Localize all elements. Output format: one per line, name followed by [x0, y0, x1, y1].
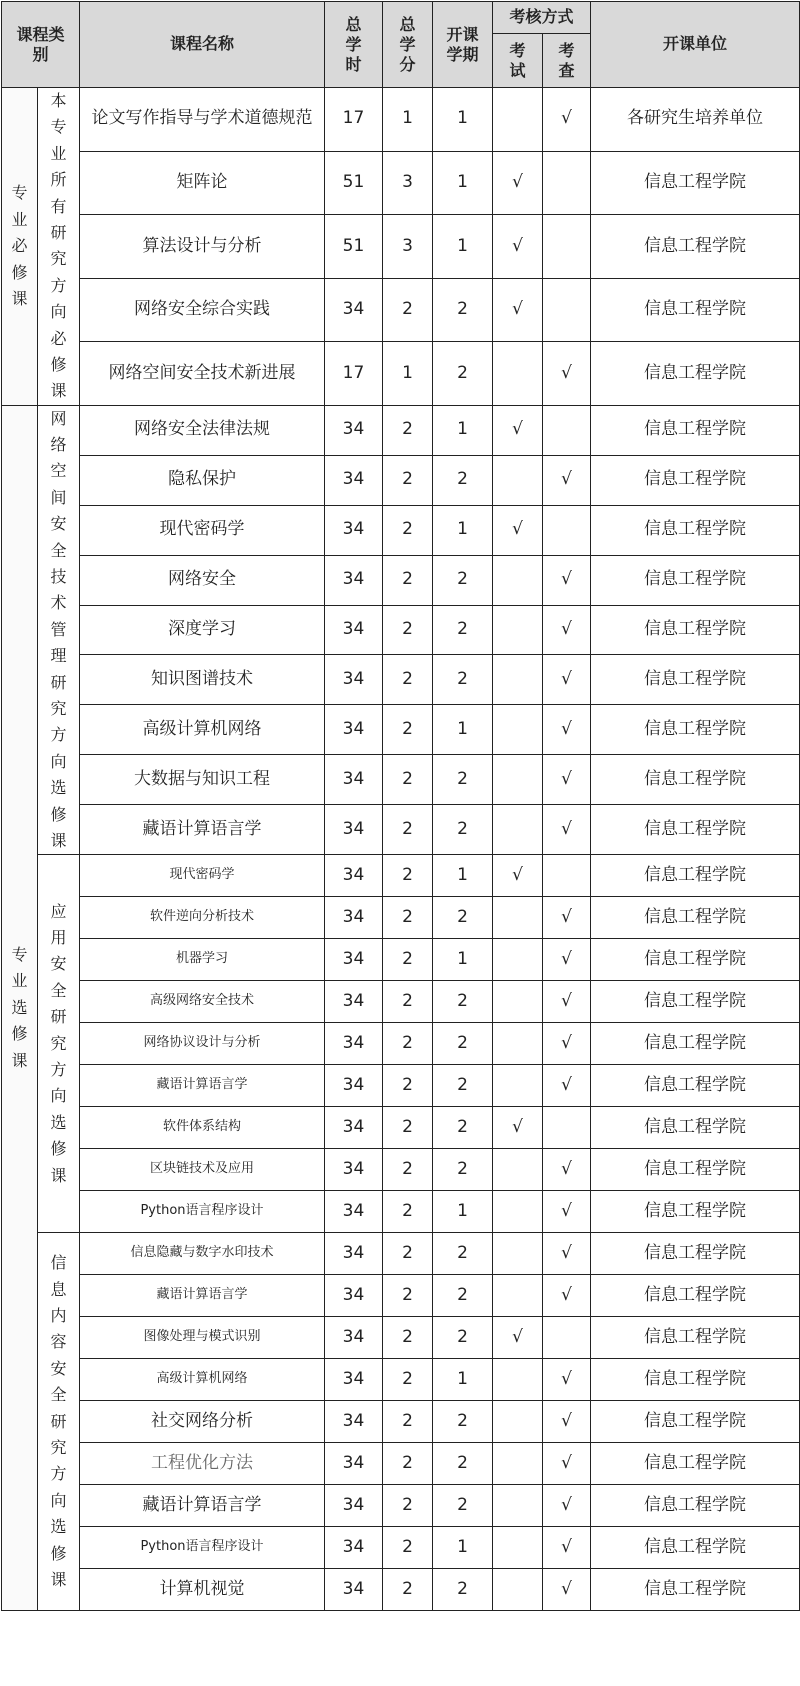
unit-cell: 信息工程学院 — [591, 755, 800, 805]
exam-mark-cell — [493, 755, 543, 805]
credits-cell: 2 — [383, 505, 433, 555]
table-row — [2, 655, 800, 705]
term-cell: 2 — [433, 1485, 493, 1527]
term-cell: 2 — [433, 897, 493, 939]
term-cell: 2 — [433, 981, 493, 1023]
exam-mark-cell: √ — [493, 215, 543, 279]
hours-cell: 34 — [325, 555, 383, 605]
course-name-cell: 隐私保护 — [80, 455, 325, 505]
credits-cell: 2 — [383, 805, 433, 855]
unit-cell: 信息工程学院 — [591, 1401, 800, 1443]
term-cell: 2 — [433, 805, 493, 855]
check-mark-cell — [543, 215, 591, 279]
unit-cell: 信息工程学院 — [591, 1485, 800, 1527]
check-mark-cell: √ — [543, 755, 591, 805]
term-cell: 1 — [433, 505, 493, 555]
term-cell: 2 — [433, 1275, 493, 1317]
credits-cell: 1 — [383, 342, 433, 406]
course-name-cell: 藏语计算语言学 — [80, 1065, 325, 1107]
table-row — [2, 1443, 800, 1485]
credits-cell: 2 — [383, 755, 433, 805]
table-row — [2, 705, 800, 755]
exam-mark-cell: √ — [493, 855, 543, 897]
credits-cell: 2 — [383, 1065, 433, 1107]
header-exam: 考试 — [493, 34, 543, 88]
term-cell: 2 — [433, 1149, 493, 1191]
unit-cell: 信息工程学院 — [591, 1191, 800, 1233]
term-cell: 2 — [433, 455, 493, 505]
table-row — [2, 939, 800, 981]
credits-cell: 2 — [383, 605, 433, 655]
unit-cell: 信息工程学院 — [591, 855, 800, 897]
check-mark-cell: √ — [543, 1485, 591, 1527]
unit-cell: 信息工程学院 — [591, 897, 800, 939]
exam-mark-cell — [493, 1275, 543, 1317]
table-row — [2, 805, 800, 855]
term-cell: 1 — [433, 1191, 493, 1233]
course-name-cell: 工程优化方法 — [80, 1443, 325, 1485]
hours-cell: 34 — [325, 605, 383, 655]
table-row — [2, 755, 800, 805]
hours-cell: 34 — [325, 755, 383, 805]
credits-cell: 3 — [383, 151, 433, 215]
check-mark-cell: √ — [543, 1023, 591, 1065]
course-name-cell: 知识图谱技术 — [80, 655, 325, 705]
group-label: 本专业所有研究方向必修课 — [50, 91, 67, 401]
table-row — [2, 1065, 800, 1107]
course-name-cell: 网络空间安全技术新进展 — [80, 342, 325, 406]
hours-cell: 34 — [325, 1317, 383, 1359]
exam-mark-cell — [493, 1443, 543, 1485]
table-row — [2, 1275, 800, 1317]
check-mark-cell: √ — [543, 88, 591, 152]
credits-cell: 2 — [383, 897, 433, 939]
check-mark-cell: √ — [543, 1569, 591, 1611]
term-cell: 1 — [433, 705, 493, 755]
course-name-cell: 软件体系结构 — [80, 1107, 325, 1149]
unit-cell: 信息工程学院 — [591, 939, 800, 981]
check-mark-cell: √ — [543, 939, 591, 981]
term-cell: 1 — [433, 88, 493, 152]
table-row — [2, 855, 800, 897]
check-mark-cell: √ — [543, 1359, 591, 1401]
credits-cell: 2 — [383, 1317, 433, 1359]
table-row — [2, 455, 800, 505]
unit-cell: 信息工程学院 — [591, 215, 800, 279]
term-cell: 2 — [433, 605, 493, 655]
group-cell — [38, 855, 80, 1233]
table-row — [2, 897, 800, 939]
term-cell: 2 — [433, 655, 493, 705]
credits-cell: 2 — [383, 405, 433, 455]
hours-cell: 34 — [325, 1107, 383, 1149]
check-mark-cell: √ — [543, 981, 591, 1023]
check-mark-cell: √ — [543, 1401, 591, 1443]
exam-mark-cell — [493, 1359, 543, 1401]
table-row — [2, 1191, 800, 1233]
hours-cell: 34 — [325, 1359, 383, 1401]
unit-cell: 信息工程学院 — [591, 1023, 800, 1065]
check-mark-cell: √ — [543, 655, 591, 705]
exam-mark-cell — [493, 455, 543, 505]
table-row — [2, 1527, 800, 1569]
group-cell — [38, 88, 80, 406]
course-name-cell: Python语言程序设计 — [80, 1191, 325, 1233]
table-row — [2, 555, 800, 605]
term-cell: 2 — [433, 1401, 493, 1443]
credits-cell: 2 — [383, 1191, 433, 1233]
exam-mark-cell — [493, 705, 543, 755]
hours-cell: 34 — [325, 1401, 383, 1443]
unit-cell: 信息工程学院 — [591, 805, 800, 855]
exam-mark-cell: √ — [493, 505, 543, 555]
credits-cell: 2 — [383, 1149, 433, 1191]
term-cell: 2 — [433, 1317, 493, 1359]
hours-cell: 34 — [325, 1149, 383, 1191]
unit-cell: 信息工程学院 — [591, 555, 800, 605]
check-mark-cell — [543, 505, 591, 555]
term-cell: 1 — [433, 1359, 493, 1401]
course-name-cell: 计算机视觉 — [80, 1569, 325, 1611]
credits-cell: 2 — [383, 1443, 433, 1485]
check-mark-cell — [543, 278, 591, 342]
credits-cell: 2 — [383, 981, 433, 1023]
unit-cell: 信息工程学院 — [591, 655, 800, 705]
unit-cell: 信息工程学院 — [591, 1527, 800, 1569]
term-cell: 1 — [433, 215, 493, 279]
table-row — [2, 342, 800, 406]
hours-cell: 34 — [325, 1233, 383, 1275]
header-assessment: 考核方式 — [493, 2, 591, 34]
category-label: 专业选修课 — [11, 945, 28, 1070]
unit-cell: 信息工程学院 — [591, 1065, 800, 1107]
check-mark-cell: √ — [543, 1191, 591, 1233]
term-cell: 1 — [433, 1527, 493, 1569]
header-category: 课程类别 — [2, 2, 80, 88]
table-row — [2, 1317, 800, 1359]
credits-cell: 2 — [383, 1107, 433, 1149]
check-mark-cell: √ — [543, 555, 591, 605]
group-cell — [38, 405, 80, 855]
check-mark-cell — [543, 1107, 591, 1149]
hours-cell: 34 — [325, 278, 383, 342]
course-name-cell: 藏语计算语言学 — [80, 1275, 325, 1317]
check-mark-cell — [543, 855, 591, 897]
category-cell — [2, 88, 38, 406]
hours-cell: 34 — [325, 1485, 383, 1527]
term-cell: 2 — [433, 342, 493, 406]
credits-cell: 2 — [383, 278, 433, 342]
exam-mark-cell: √ — [493, 278, 543, 342]
check-mark-cell: √ — [543, 805, 591, 855]
credits-cell: 2 — [383, 1527, 433, 1569]
check-mark-cell — [543, 151, 591, 215]
check-mark-cell: √ — [543, 705, 591, 755]
term-cell: 2 — [433, 755, 493, 805]
course-name-cell: 网络安全综合实践 — [80, 278, 325, 342]
hours-cell: 34 — [325, 1065, 383, 1107]
curriculum-table — [1, 1, 800, 1611]
course-name-cell: 图像处理与模式识别 — [80, 1317, 325, 1359]
hours-cell: 34 — [325, 1275, 383, 1317]
table-row — [2, 1569, 800, 1611]
term-cell: 2 — [433, 555, 493, 605]
term-cell: 2 — [433, 1233, 493, 1275]
hours-cell: 34 — [325, 805, 383, 855]
exam-mark-cell — [493, 1569, 543, 1611]
check-mark-cell: √ — [543, 455, 591, 505]
term-cell: 1 — [433, 405, 493, 455]
header-term: 开课学期 — [433, 2, 493, 88]
hours-cell: 17 — [325, 342, 383, 406]
credits-cell: 2 — [383, 939, 433, 981]
term-cell: 1 — [433, 151, 493, 215]
hours-cell: 51 — [325, 151, 383, 215]
course-name-cell: 信息隐藏与数字水印技术 — [80, 1233, 325, 1275]
course-name-cell: 软件逆向分析技术 — [80, 897, 325, 939]
exam-mark-cell — [493, 1527, 543, 1569]
course-name-cell: 矩阵论 — [80, 151, 325, 215]
hours-cell: 34 — [325, 1443, 383, 1485]
course-name-cell: 藏语计算语言学 — [80, 1485, 325, 1527]
check-mark-cell: √ — [543, 1275, 591, 1317]
exam-mark-cell — [493, 939, 543, 981]
table-row — [2, 1401, 800, 1443]
header-check: 考查 — [543, 34, 591, 88]
check-mark-cell: √ — [543, 1149, 591, 1191]
group-label: 网络空间安全技术管理研究方向选修课 — [50, 408, 67, 850]
header-hours: 总学时 — [325, 2, 383, 88]
unit-cell: 信息工程学院 — [591, 151, 800, 215]
credits-cell: 2 — [383, 1023, 433, 1065]
exam-mark-cell — [493, 1401, 543, 1443]
exam-mark-cell — [493, 342, 543, 406]
table-row — [2, 1149, 800, 1191]
check-mark-cell: √ — [543, 605, 591, 655]
unit-cell: 信息工程学院 — [591, 1443, 800, 1485]
credits-cell: 2 — [383, 855, 433, 897]
check-mark-cell: √ — [543, 342, 591, 406]
table-header — [2, 2, 800, 88]
exam-mark-cell — [493, 1191, 543, 1233]
term-cell: 2 — [433, 1107, 493, 1149]
course-name-cell: 网络安全 — [80, 555, 325, 605]
unit-cell: 信息工程学院 — [591, 1569, 800, 1611]
term-cell: 2 — [433, 1065, 493, 1107]
course-name-cell: 网络协议设计与分析 — [80, 1023, 325, 1065]
table-row — [2, 981, 800, 1023]
header-unit: 开课单位 — [591, 2, 800, 88]
category-label: 专业必修课 — [11, 183, 28, 308]
hours-cell: 34 — [325, 897, 383, 939]
exam-mark-cell: √ — [493, 405, 543, 455]
unit-cell: 信息工程学院 — [591, 1275, 800, 1317]
hours-cell: 34 — [325, 1191, 383, 1233]
exam-mark-cell — [493, 1023, 543, 1065]
exam-mark-cell — [493, 1149, 543, 1191]
credits-cell: 2 — [383, 555, 433, 605]
exam-mark-cell — [493, 1065, 543, 1107]
group-label: 应用安全研究方向选修课 — [50, 901, 67, 1185]
table-row — [2, 1233, 800, 1275]
hours-cell: 34 — [325, 1527, 383, 1569]
credits-cell: 2 — [383, 1275, 433, 1317]
unit-cell: 信息工程学院 — [591, 405, 800, 455]
course-name-cell: 区块链技术及应用 — [80, 1149, 325, 1191]
exam-mark-cell: √ — [493, 151, 543, 215]
credits-cell: 1 — [383, 88, 433, 152]
unit-cell: 信息工程学院 — [591, 505, 800, 555]
exam-mark-cell: √ — [493, 1317, 543, 1359]
unit-cell: 信息工程学院 — [591, 342, 800, 406]
course-name-cell: 高级网络安全技术 — [80, 981, 325, 1023]
table-row — [2, 1023, 800, 1065]
table-row — [2, 278, 800, 342]
exam-mark-cell — [493, 1233, 543, 1275]
term-cell: 2 — [433, 1443, 493, 1485]
exam-mark-cell — [493, 655, 543, 705]
credits-cell: 2 — [383, 1401, 433, 1443]
header-credits: 总学分 — [383, 2, 433, 88]
course-name-cell: Python语言程序设计 — [80, 1527, 325, 1569]
group-label: 信息内容安全研究方向选修课 — [50, 1253, 67, 1589]
hours-cell: 17 — [325, 88, 383, 152]
category-cell — [2, 405, 38, 1611]
header-name: 课程名称 — [80, 2, 325, 88]
table-body — [2, 88, 800, 1611]
hours-cell: 34 — [325, 855, 383, 897]
table-row — [2, 505, 800, 555]
hours-cell: 34 — [325, 939, 383, 981]
hours-cell: 51 — [325, 215, 383, 279]
unit-cell: 各研究生培养单位 — [591, 88, 800, 152]
course-name-cell: 现代密码学 — [80, 855, 325, 897]
exam-mark-cell — [493, 897, 543, 939]
unit-cell: 信息工程学院 — [591, 455, 800, 505]
table-row — [2, 405, 800, 455]
course-name-cell: 论文写作指导与学术道德规范 — [80, 88, 325, 152]
credits-cell: 2 — [383, 1569, 433, 1611]
table-row — [2, 215, 800, 279]
course-name-cell: 高级计算机网络 — [80, 705, 325, 755]
unit-cell: 信息工程学院 — [591, 1107, 800, 1149]
credits-cell: 2 — [383, 1359, 433, 1401]
check-mark-cell: √ — [543, 1065, 591, 1107]
exam-mark-cell — [493, 805, 543, 855]
table-row — [2, 1359, 800, 1401]
check-mark-cell: √ — [543, 1233, 591, 1275]
course-name-cell: 高级计算机网络 — [80, 1359, 325, 1401]
check-mark-cell — [543, 405, 591, 455]
term-cell: 2 — [433, 1023, 493, 1065]
term-cell: 2 — [433, 1569, 493, 1611]
course-name-cell: 社交网络分析 — [80, 1401, 325, 1443]
hours-cell: 34 — [325, 1023, 383, 1065]
table-row — [2, 1485, 800, 1527]
course-name-cell: 机器学习 — [80, 939, 325, 981]
credits-cell: 2 — [383, 655, 433, 705]
hours-cell: 34 — [325, 505, 383, 555]
hours-cell: 34 — [325, 655, 383, 705]
table-row — [2, 88, 800, 152]
credits-cell: 3 — [383, 215, 433, 279]
unit-cell: 信息工程学院 — [591, 1149, 800, 1191]
table-row — [2, 605, 800, 655]
table-row — [2, 151, 800, 215]
hours-cell: 34 — [325, 705, 383, 755]
check-mark-cell: √ — [543, 1443, 591, 1485]
unit-cell: 信息工程学院 — [591, 1317, 800, 1359]
term-cell: 1 — [433, 855, 493, 897]
unit-cell: 信息工程学院 — [591, 1359, 800, 1401]
hours-cell: 34 — [325, 1569, 383, 1611]
check-mark-cell: √ — [543, 1527, 591, 1569]
unit-cell: 信息工程学院 — [591, 278, 800, 342]
course-name-cell: 大数据与知识工程 — [80, 755, 325, 805]
exam-mark-cell — [493, 605, 543, 655]
credits-cell: 2 — [383, 455, 433, 505]
course-name-cell: 现代密码学 — [80, 505, 325, 555]
term-cell: 1 — [433, 939, 493, 981]
table-row — [2, 1107, 800, 1149]
course-name-cell: 算法设计与分析 — [80, 215, 325, 279]
unit-cell: 信息工程学院 — [591, 605, 800, 655]
exam-mark-cell — [493, 555, 543, 605]
exam-mark-cell — [493, 981, 543, 1023]
course-name-cell: 深度学习 — [80, 605, 325, 655]
check-mark-cell — [543, 1317, 591, 1359]
course-name-cell: 藏语计算语言学 — [80, 805, 325, 855]
unit-cell: 信息工程学院 — [591, 1233, 800, 1275]
hours-cell: 34 — [325, 455, 383, 505]
exam-mark-cell: √ — [493, 1107, 543, 1149]
unit-cell: 信息工程学院 — [591, 705, 800, 755]
unit-cell: 信息工程学院 — [591, 981, 800, 1023]
credits-cell: 2 — [383, 705, 433, 755]
exam-mark-cell — [493, 1485, 543, 1527]
credits-cell: 2 — [383, 1233, 433, 1275]
hours-cell: 34 — [325, 981, 383, 1023]
course-name-cell: 网络安全法律法规 — [80, 405, 325, 455]
term-cell: 2 — [433, 278, 493, 342]
hours-cell: 34 — [325, 405, 383, 455]
group-cell — [38, 1233, 80, 1611]
check-mark-cell: √ — [543, 897, 591, 939]
exam-mark-cell — [493, 88, 543, 152]
credits-cell: 2 — [383, 1485, 433, 1527]
